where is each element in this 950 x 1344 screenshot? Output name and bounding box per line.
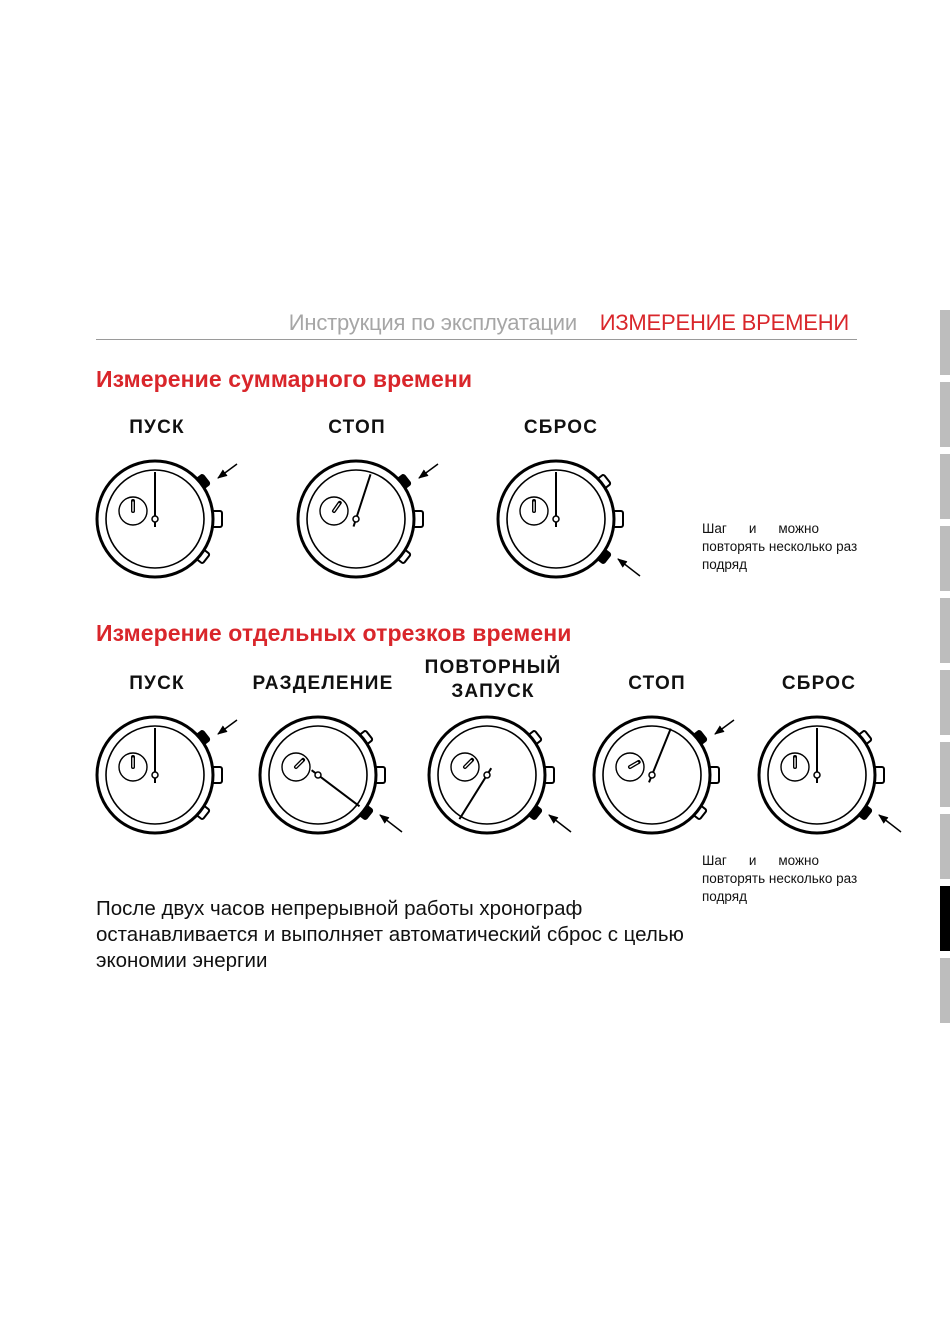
watch-reset-2	[759, 717, 901, 833]
press-arrow	[380, 815, 402, 832]
note-repeat-1: Шаг и можно повторять несколько раз подряд	[702, 521, 858, 572]
label-stop-2: СТОП	[628, 673, 686, 694]
label-restart-line1: ПОВТОРНЫЙ	[424, 657, 562, 678]
watch-reset-1	[498, 461, 640, 577]
watch-start-2	[97, 717, 237, 833]
press-arrow	[618, 559, 640, 576]
label-reset-2: СБРОС	[781, 673, 857, 694]
watch-stop-2	[594, 717, 734, 833]
hand-pivot	[353, 516, 359, 522]
heading-split-time: Измерение отдельных отрезков времени	[96, 620, 572, 646]
hand-pivot	[152, 772, 158, 778]
press-arrow	[218, 720, 237, 734]
label-stop-1: СТОП	[328, 417, 386, 438]
label-reset-1: СБРОС	[523, 417, 599, 438]
auto-reset-info: После двух часов непрерывной работы хронограф останавливается и выполняет автоматический сброс с целью экономии энергии	[96, 897, 684, 972]
section-title: ИЗМЕРЕНИЕ ВРЕМЕНИ	[599, 310, 849, 335]
press-arrow	[879, 815, 901, 832]
press-arrow	[419, 464, 438, 478]
press-arrow	[715, 720, 734, 734]
watch-split	[260, 717, 402, 833]
label-restart-line2: ЗАПУСК	[451, 681, 535, 702]
watch-start-1	[97, 461, 237, 577]
press-arrow	[218, 464, 237, 478]
hand-pivot	[484, 772, 490, 778]
hand-pivot	[152, 516, 158, 522]
label-start-1: ПУСК	[129, 417, 185, 438]
watch-restart	[429, 717, 571, 833]
manual-title: Инструкция по эксплуатации	[288, 310, 577, 335]
press-arrow	[549, 815, 571, 832]
hand-pivot	[814, 772, 820, 778]
note-repeat-2: Шаг и можно повторять несколько раз подряд	[702, 853, 858, 904]
heading-total-time: Измерение суммарного времени	[96, 366, 473, 392]
hand-pivot	[553, 516, 559, 522]
hand-pivot	[315, 772, 321, 778]
watch-stop-1	[298, 461, 438, 577]
hand-pivot	[649, 772, 655, 778]
label-split: РАЗДЕЛЕНИЕ	[252, 673, 394, 694]
label-start-2: ПУСК	[129, 673, 185, 694]
